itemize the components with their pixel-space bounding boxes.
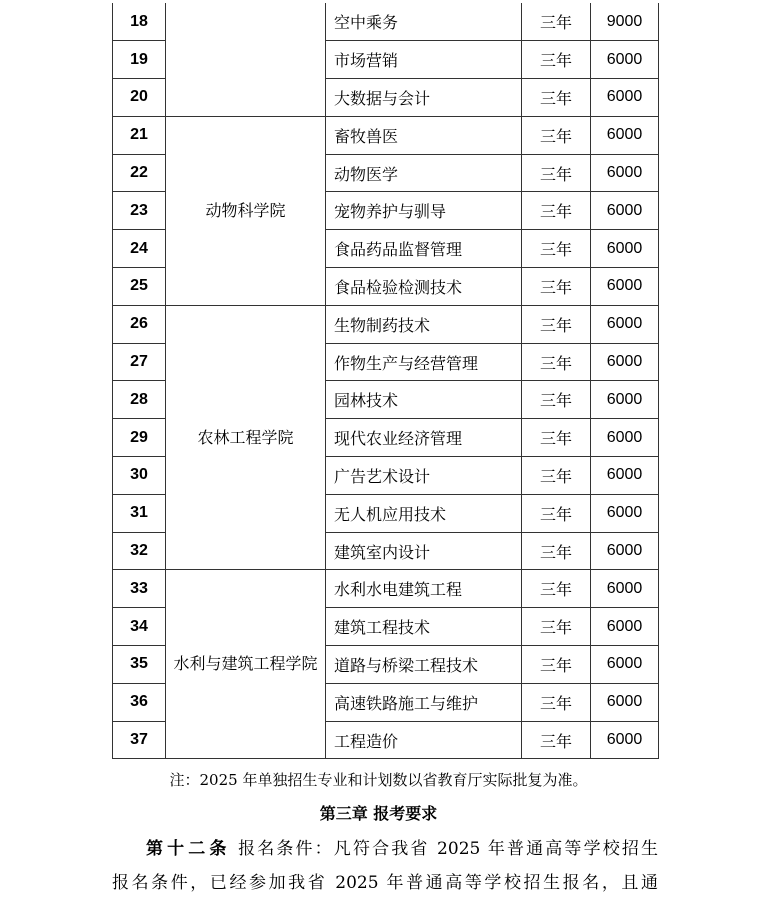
majors-table <box>112 3 659 759</box>
row-number: 20 <box>113 79 166 117</box>
study-years: 三年 <box>522 268 591 306</box>
row-number: 28 <box>113 381 166 419</box>
article-label: 第十二条 <box>146 839 231 859</box>
major-name: 无人机应用技术 <box>326 494 522 532</box>
table-row <box>113 305 659 343</box>
major-name: 生物制药技术 <box>326 305 522 343</box>
row-number: 22 <box>113 154 166 192</box>
article-text-line-1: 报名条件：凡符合我省 2025 年普通高等学校招生 <box>238 839 658 859</box>
table-row <box>113 570 659 608</box>
table-row <box>113 3 659 41</box>
major-name: 食品药品监督管理 <box>326 230 522 268</box>
study-years: 三年 <box>522 608 591 646</box>
college-name: 动物科学院 <box>166 116 326 305</box>
row-number: 18 <box>113 3 166 41</box>
row-number: 23 <box>113 192 166 230</box>
study-years: 三年 <box>522 683 591 721</box>
row-number: 29 <box>113 419 166 457</box>
tuition-amount: 6000 <box>591 419 659 457</box>
study-years: 三年 <box>522 343 591 381</box>
table-note: 注：2025 年单独招生专业和计划数以省教育厅实际批复为准。 <box>169 771 588 789</box>
major-name: 园林技术 <box>326 381 522 419</box>
study-years: 三年 <box>522 457 591 495</box>
study-years: 三年 <box>522 154 591 192</box>
college-name <box>166 3 326 116</box>
major-name: 水利水电建筑工程 <box>326 570 522 608</box>
major-name: 建筑工程技术 <box>326 608 522 646</box>
row-number: 21 <box>113 116 166 154</box>
major-name: 工程造价 <box>326 721 522 759</box>
row-number: 26 <box>113 305 166 343</box>
college-name: 水利与建筑工程学院 <box>166 570 326 759</box>
tuition-amount: 6000 <box>591 343 659 381</box>
tuition-amount: 6000 <box>591 532 659 570</box>
tuition-amount: 6000 <box>591 494 659 532</box>
row-number: 35 <box>113 646 166 684</box>
study-years: 三年 <box>522 230 591 268</box>
major-name: 建筑室内设计 <box>326 532 522 570</box>
majors-table-body <box>113 3 659 759</box>
study-years: 三年 <box>522 570 591 608</box>
study-years: 三年 <box>522 494 591 532</box>
tuition-amount: 9000 <box>591 3 659 41</box>
major-name: 空中乘务 <box>326 3 522 41</box>
major-name: 广告艺术设计 <box>326 457 522 495</box>
study-years: 三年 <box>522 381 591 419</box>
row-number: 31 <box>113 494 166 532</box>
tuition-amount: 6000 <box>591 646 659 684</box>
row-number: 25 <box>113 268 166 306</box>
tuition-amount: 6000 <box>591 41 659 79</box>
tuition-amount: 6000 <box>591 305 659 343</box>
major-name: 现代农业经济管理 <box>326 419 522 457</box>
tuition-amount: 6000 <box>591 381 659 419</box>
article-paragraph-line-2 <box>112 868 658 893</box>
row-number: 37 <box>113 721 166 759</box>
tuition-amount: 6000 <box>591 570 659 608</box>
row-number: 19 <box>113 41 166 79</box>
tuition-amount: 6000 <box>591 79 659 117</box>
study-years: 三年 <box>522 192 591 230</box>
row-number: 30 <box>113 457 166 495</box>
study-years: 三年 <box>522 419 591 457</box>
tuition-amount: 6000 <box>591 116 659 154</box>
study-years: 三年 <box>522 721 591 759</box>
row-number: 27 <box>113 343 166 381</box>
study-years: 三年 <box>522 116 591 154</box>
tuition-amount: 6000 <box>591 608 659 646</box>
study-years: 三年 <box>522 79 591 117</box>
tuition-amount: 6000 <box>591 154 659 192</box>
tuition-amount: 6000 <box>591 268 659 306</box>
study-years: 三年 <box>522 3 591 41</box>
major-name: 宠物养护与驯导 <box>326 192 522 230</box>
tuition-amount: 6000 <box>591 457 659 495</box>
article-paragraph-line-1 <box>112 834 658 859</box>
tuition-amount: 6000 <box>591 192 659 230</box>
tuition-amount: 6000 <box>591 721 659 759</box>
row-number: 33 <box>113 570 166 608</box>
study-years: 三年 <box>522 41 591 79</box>
row-number: 36 <box>113 683 166 721</box>
table-row <box>113 116 659 154</box>
major-name: 道路与桥梁工程技术 <box>326 646 522 684</box>
study-years: 三年 <box>522 305 591 343</box>
major-name: 食品检验检测技术 <box>326 268 522 306</box>
major-name: 高速铁路施工与维护 <box>326 683 522 721</box>
tuition-amount: 6000 <box>591 230 659 268</box>
study-years: 三年 <box>522 532 591 570</box>
college-name: 农林工程学院 <box>166 305 326 570</box>
row-number: 24 <box>113 230 166 268</box>
chapter-title: 第三章 报考要求 <box>319 804 438 823</box>
major-name: 市场营销 <box>326 41 522 79</box>
major-name: 大数据与会计 <box>326 79 522 117</box>
major-name: 动物医学 <box>326 154 522 192</box>
tuition-amount: 6000 <box>591 683 659 721</box>
study-years: 三年 <box>522 646 591 684</box>
major-name: 畜牧兽医 <box>326 116 522 154</box>
major-name: 作物生产与经营管理 <box>326 343 522 381</box>
article-text-line-2: 报名条件，已经参加我省 2025 年普通高等学校招生报名，且通 <box>112 873 658 893</box>
row-number: 34 <box>113 608 166 646</box>
row-number: 32 <box>113 532 166 570</box>
